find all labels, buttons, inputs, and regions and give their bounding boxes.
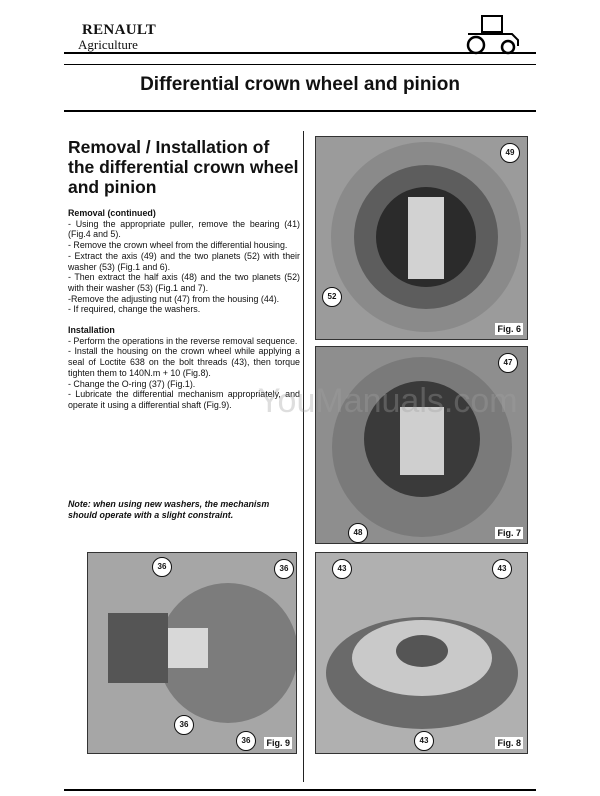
tractor-logo-icon: [462, 12, 524, 56]
brand-subtitle: Agriculture: [78, 37, 138, 52]
removal-step: -Remove the adjusting nut (47) from the housing (44).: [68, 293, 280, 304]
callout-36: 36: [174, 715, 194, 735]
callout-43: 43: [332, 559, 352, 579]
installation-step: - Change the O-ring (37) (Fig.1).: [68, 378, 196, 389]
figure-7-photo: [315, 346, 528, 544]
instructions-body: [68, 208, 300, 411]
figure-9-label: Fig. 9: [266, 738, 290, 748]
footer-rule: [64, 789, 536, 791]
figure-8-label: Fig. 8: [497, 738, 521, 748]
removal-step: - Then extract the half axis (48) and the two planets (52) with their washer (53) (Fig.1 and 7).: [68, 272, 300, 293]
note: Note: when using new washers, the mechanism should operate with a slight constraint.: [68, 499, 270, 520]
callout-36: 36: [236, 731, 256, 751]
figure-9-photo: [87, 552, 297, 754]
removal-step: - If required, change the washers.: [68, 304, 201, 315]
figure-6-photo: [315, 136, 528, 340]
removal-step: - Remove the crown wheel from the differential housing.: [68, 240, 288, 251]
page-title: Differential crown wheel and pinion: [140, 74, 460, 95]
installation-heading: Installation: [68, 325, 115, 336]
installation-step: - Lubricate the differential mechanism appropriately, and operate it using a differential shaft (Fig.9).: [68, 389, 300, 410]
callout-43: 43: [492, 559, 512, 579]
header-rule: [64, 64, 536, 65]
column-divider: [303, 131, 304, 782]
removal-step: - Extract the axis (49) and the two planets (52) with their washer (53) (Fig.1 and 6).: [68, 250, 300, 272]
callout-48: 48: [348, 523, 368, 543]
installation-step: - Perform the operations in the reverse removal sequence.: [68, 335, 298, 346]
callout-43: 43: [414, 731, 434, 751]
callout-49: 49: [500, 143, 520, 163]
watermark: YouManuals.com: [258, 382, 518, 420]
removal-step: - Using the appropriate puller, remove the bearing (41) (Fig.4 and 5).: [68, 218, 300, 240]
callout-47: 47: [498, 353, 518, 373]
brand-name: RENAULT: [82, 22, 157, 38]
differential-half-axis-image: [316, 347, 527, 543]
title-rule: [64, 110, 536, 112]
figure-8-photo: [315, 552, 528, 754]
section-title: Removal / Installation of the differential crown wheel and pinion: [68, 137, 299, 197]
callout-36: 36: [274, 559, 294, 579]
installation-step: - Install the housing on the crown wheel while applying a seal of Loctite 638 on the bolt threads (43), then torque tighten them to 140N.m + 10 (Fig.8).: [68, 346, 300, 378]
crown-wheel-image: [316, 553, 527, 753]
removal-heading: Removal (continued): [68, 208, 156, 218]
figure-7-label: Fig. 7: [497, 528, 521, 538]
figure-6-label: Fig. 6: [497, 324, 521, 334]
callout-52: 52: [322, 287, 342, 307]
differential-housing-image: [316, 137, 527, 339]
callout-36: 36: [152, 557, 172, 577]
